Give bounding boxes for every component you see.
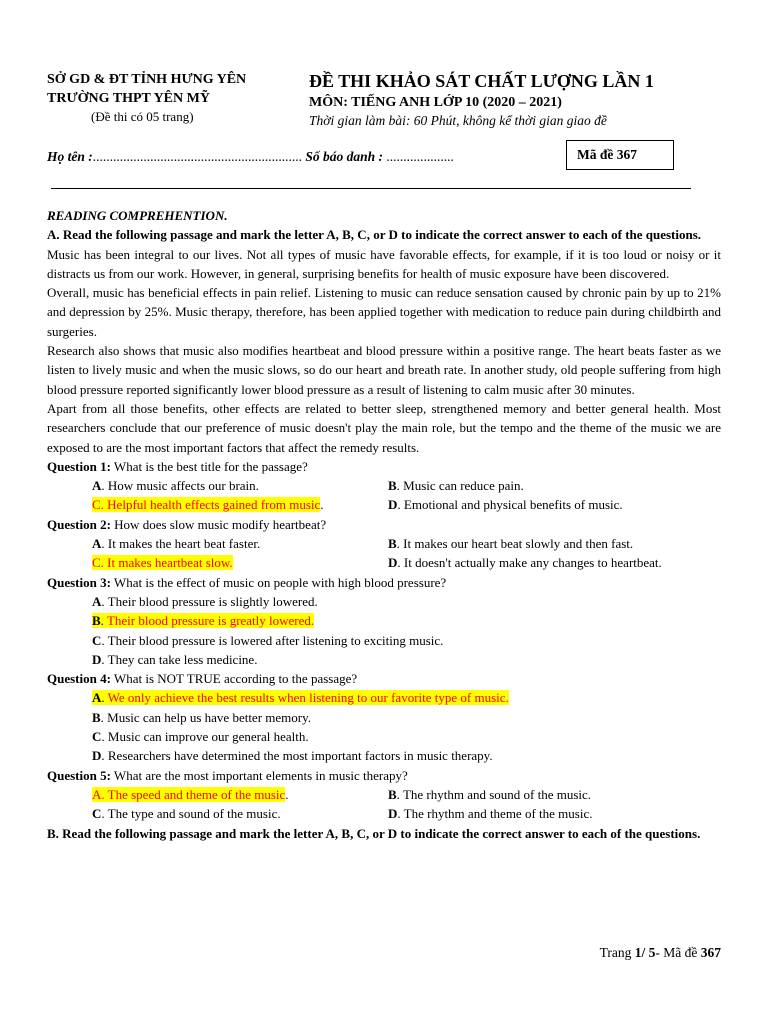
highlighted-answer: C. It makes heartbeat slow. [92,555,233,571]
question-text: What is the best title for the passage? [110,458,308,474]
option-text: The rhythm and theme of the music. [403,806,593,822]
question-text: How does slow music modify heartbeat? [110,516,327,532]
option-d[interactable]: D. It doesn't actually make any changes to heartbeat. [388,555,662,571]
footer-exam-code: 367 [700,945,721,960]
option-text: Researchers have determined the most important factors in music therapy. [107,748,493,764]
option-text: Music can improve our general health. [107,729,309,745]
department-name: SỞ GD & ĐT TỈNH HƯNG YÊN [47,72,247,87]
option-text: The rhythm and sound of the music. [402,786,592,802]
option-text: Their blood pressure is slightly lowered. [107,593,318,609]
page-number: 1 [634,945,642,960]
exam-header [309,70,749,130]
option-c-highlighted[interactable]: C. Helpful health effects gained from music. [92,497,324,513]
question-3 [47,573,721,592]
page-count-note: (Đề thi có 05 trang) [91,109,194,124]
option-b-highlighted[interactable] [92,611,721,630]
question-4 [47,669,721,688]
option-b[interactable]: B. It makes our heart beat slowly and then fast. [388,536,634,552]
options-row [47,785,721,804]
option-a[interactable]: A. Their blood pressure is slightly lowered. [92,593,318,609]
option-text: Music can reduce pain. [403,478,524,494]
option-a[interactable]: A. It makes the heart beat faster. [92,536,261,552]
question-label: Question 4: [47,671,111,687]
question-text: What are the most important elements in music therapy? [110,767,408,783]
passage-paragraph: Music has been integral to our lives. Not all types of music have favorable effects, for example, if it is too loud or noisy or it distracts us from our work. However, in general, surprising benefits for health of music exposure have been discovered. [47,246,721,281]
instruction-a: A. Read the following passage and mark the letter A, B, C, or D to indicate the correct answer to each of the questions. [47,227,702,243]
options-row [47,534,721,553]
option-text: It makes the heart beat faster. [107,536,261,552]
option-d[interactable]: D. Emotional and physical benefits of music. [388,497,623,513]
options-row [47,804,721,823]
option-text: Emotional and physical benefits of music. [403,497,623,513]
option-d[interactable]: D. They can take less medicine. [92,651,258,667]
option-c-highlighted[interactable] [92,553,388,572]
option-d[interactable]: D. The rhythm and theme of the music. [388,806,593,822]
name-field: .............................................................. [92,149,302,164]
option-c[interactable]: C. Music can improve our general health. [92,729,309,745]
highlighted-answer: A. We only achieve the best results when listening to our favorite type of music. [92,690,509,706]
passage-paragraph: Research also shows that music also modifies heartbeat and blood pressure within a positive range. The heart beats faster as we listen to lively music and when the music slows, so do our heart and breath rate. In another study, old people suffering from high blood pressure reported significantly lower blood pressure as a result of listening to calm music after 30 minutes. [47,343,721,397]
student-info-line [47,149,454,165]
section-title: READING COMPREHENTION. [47,208,228,223]
question-5 [47,766,721,785]
name-label: Họ tên : [47,149,93,164]
question-label: Question 5: [47,767,111,783]
passage-paragraph: Overall, music has beneficial effects in pain relief. Listening to music can reduce sensation caused by chronic pain by up to 21% and depression by 25%. Music therapy, therefore, has been applied together with medication to reduce pain during childbirth and surgeries. [47,285,721,339]
option-c[interactable]: C. Their blood pressure is lowered after listening to exciting music. [92,632,444,648]
header-divider [51,188,691,189]
option-text: Music can help us have better memory. [107,709,312,725]
option-text: How music affects our brain. [107,478,259,494]
question-2 [47,515,721,534]
options-row [47,553,721,572]
option-a[interactable]: A. How music affects our brain. [92,478,259,494]
options-row [47,495,721,514]
passage-paragraph: Apart from all those benefits, other effects are related to better sleep, strengthened memory and better general health. Most researchers conclude that our preference of music doesn't play the main role, but the tempo and the theme of the music we are exposed to are the most important factors that affect the remedy results. [47,400,721,455]
exam-content [47,206,721,843]
option-text: It doesn't actually make any changes to heartbeat. [403,555,662,571]
exam-title: ĐỀ THI KHẢO SÁT CHẤT LƯỢNG LẦN 1 [309,71,654,91]
id-field: .................... [383,149,454,164]
option-a-highlighted[interactable] [92,688,721,707]
question-label: Question 1: [47,458,111,474]
option-b[interactable]: B. The rhythm and sound of the music. [388,786,592,802]
option-b[interactable]: B. Music can reduce pain. [388,478,524,494]
time-note: Thời gian làm bài: 60 Phút, không kể thời gian giao đề [309,113,607,128]
option-text: The type and sound of the music. [107,806,281,822]
options-row [47,476,721,495]
option-c[interactable]: C. The type and sound of the music. [92,806,281,822]
question-label: Question 2: [47,516,111,532]
highlighted-answer: C. Helpful health effects gained from music [92,497,321,513]
question-1 [47,457,721,476]
instruction-b: B. Read the following passage and mark the letter A, B, C, or D to indicate the correct answer to each of the questions. [47,825,701,841]
school-name: TRƯỜNG THPT YÊN MỸ [47,91,210,106]
question-label: Question 3: [47,574,111,590]
page-footer: Trang 1/ 5- Mã đề 367 [599,945,721,960]
option-d[interactable]: D. Researchers have determined the most important factors in music therapy. [92,748,493,764]
highlighted-answer: A. The speed and theme of the music [92,786,286,802]
highlighted-answer: B. Their blood pressure is greatly lowered. [92,613,315,629]
question-text: What is the effect of music on people with high blood pressure? [110,574,447,590]
option-text: They can take less medicine. [107,651,258,667]
option-text: It makes our heart beat slowly and then fast. [403,536,634,552]
option-a-highlighted[interactable]: A. The speed and theme of the music. [92,786,289,802]
option-text: Their blood pressure is lowered after listening to exciting music. [107,632,444,648]
exam-code-box: Mã đề 367 [566,140,674,170]
exam-subject: MÔN: TIẾNG ANH LỚP 10 (2020 – 2021) [309,95,562,110]
school-header [47,70,287,125]
option-b[interactable]: B. Music can help us have better memory. [92,709,312,725]
id-label: Số báo danh : [305,149,384,164]
question-text: What is NOT TRUE according to the passage? [110,671,358,687]
